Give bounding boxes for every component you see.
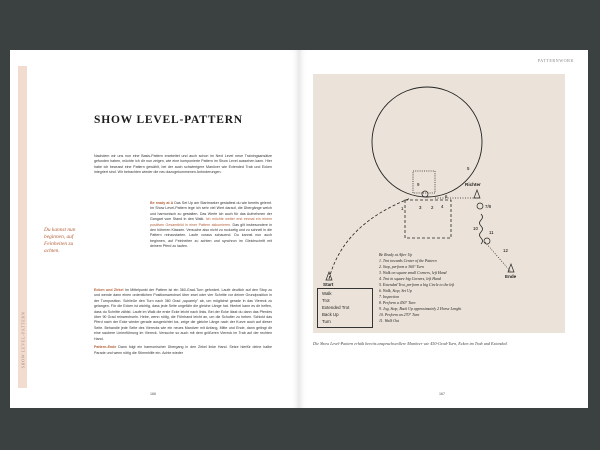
step-item: 6. Walk, Stop, Set Up (379, 289, 412, 293)
step-item: 9. Jog, Stop, Back Up approximately 2 Horse Lenght (379, 307, 462, 311)
marker-label: 10 (473, 226, 478, 231)
paragraph-ready: Be ready at A Das Set Up am Startmarker gestaltest du wie bereits gelernt. Im Show Level-Pattern lege ich sehr viel Wert darauf, die Übergänge weich und harmonisch zu gestalten. Das Werfe ich auch für das Aufnehmen der Gangart vom Stand in den Walk. Ich möchte weiter erst einmal ein einem positiven Gesamtbild in einer Pattern akkumieren. Das gilt insbesondere in den höheren Klassen. Versuche also nicht zu ruckartig und zu schnell in die Pattern reinzustarten. Laufe voraus schauend. Du kannst nun auch beginnen, auf Feinheiten zu achten und synchron im Gleichschritt mit deinem Pferd zu laufen. (150, 201, 273, 249)
legend-turn: Turn (322, 319, 331, 324)
step-item: 5. Extended Trot, perform a big Circle to the left (379, 283, 455, 287)
step-item: 1. Trot towards Center of the Pattern (379, 259, 437, 263)
cone-icon (474, 190, 480, 198)
turn-icon (422, 191, 428, 197)
legend-walk: Walk (322, 291, 332, 296)
exit-path (485, 242, 511, 272)
body-text-column (94, 154, 272, 179)
right-page (299, 50, 588, 408)
paragraph-ende: Pattern-Ende Dann folgt ein harmonischer Übergang in den Zirkel linke Hand. Setze hierfür deine halbe Parade und wenn nötig die Stimmhilfe ein. Achte wieder (94, 345, 272, 355)
marker-label: 1 (401, 206, 404, 211)
judge-label: Richter (465, 182, 481, 187)
intro-paragraph: Nachdem wir uns nun eine Basis-Pattern erarbeitet und auch schon im Next Level neue Trainingsansätze gefunden haben, möchte ich dir nun zeigen, wie eine komponierte Pattern im Show Level aussehen kann. Hier habe ich bewusst eine Pattern gewählt, bei der auch schwierigere Manöver wie Extended Trab und Ecken integriert sind. Wir betrachten wieder die neu dazugekommenen Anforderungen. (94, 154, 272, 175)
step-item: 11. Walk Out (379, 319, 399, 323)
marker-label: 7/8 (485, 204, 492, 209)
turn-icon (477, 203, 483, 209)
page-number-right: 167 (439, 392, 445, 396)
spine-label: SHOW LEVEL-PATTERN (20, 311, 25, 369)
backup-path (480, 214, 483, 244)
marker-label: 5 (467, 166, 470, 171)
start-label: Start (323, 282, 334, 287)
paragraph-ecken: Ecken und Zirkel Im Mittelpunkt der Pattern ist ein 360-Grad-Turn gefordert. Laufe deutlich auf den Stop zu und wende dann einen ordentlichen Positionswechsel über zwei oder vier Schritte vor deiner Grundposition in der Turnposition. Schließe den Turn nach 360 Grad „squarely" ab, um möglichst gerade in das Viereck zu gelangen. Für die Ecken ist wichtig, dass jede Seite ungefähr die gleiche Länge hat. Hierbei kann es dir helfen, dass du Schritte zählst. Laufe im Walk die erste Ecke leicht nach links. Bei der Ecke lässt du dann das Pferdes über 90 Grad reinwechseln. Hebe, wenn nötig, die Führhand leicht an, um die Schulter zu heben. Schickt das Pferd nach der Ecke wieder gerade ausgerichtet los, zeige die gleiche Länge nach der Kurve auch auf dieser Seite. Behandle jede Seite des Vierecks wie ein neues Manöver mit Anfang, Mitte und Ende, dann gelingt dir eine saubere Linienführung im Viereck. Versuche so auch mit dem größeren Viereck im Trab auf der rechten Hand. (94, 288, 272, 341)
marker-label: 2 (431, 205, 434, 210)
big-circle-path (372, 87, 482, 197)
figure-caption: Die Show Level-Pattern erhält bereits anspruchsvollere Manöver wie 450-Grad-Turn, Ecken im Trab und Extended. (313, 341, 508, 346)
marker-label: 6 (445, 194, 448, 199)
step-item: 4. Trot in square big Corners, left Hand (379, 277, 441, 281)
body-text-column-2 (150, 201, 272, 253)
legend-extended-trot: Extended Trot (322, 305, 350, 310)
cone-icon (508, 264, 514, 272)
page-number-left: 166 (150, 392, 156, 396)
end-label: Ende (505, 274, 517, 279)
paragraph-lead: Be ready at A (150, 201, 174, 205)
marker-label: 4 (441, 204, 444, 209)
legend-box (317, 288, 373, 328)
big-square-path (405, 200, 451, 238)
step-item: 3. Walk on square small Corners, left Hand (379, 271, 447, 275)
step-item: 10. Perform an 270° Turn (379, 313, 420, 317)
page-title: SHOW LEVEL-PATTERN (94, 114, 243, 126)
pull-quote: Du kannst nun beginnen, auf Feinheiten zu achten. (44, 227, 76, 254)
pattern-diagram (313, 74, 565, 333)
marker-label: 9 (417, 182, 420, 187)
steps-list (379, 252, 479, 324)
legend-backup: Back Up (322, 312, 339, 317)
step-item: 2. Stop, perform a 360° Turn (379, 265, 424, 269)
step-item: 8. Perform a 450° Turn (379, 301, 416, 305)
step-item: 7. Inspection (379, 295, 400, 299)
turn-icon (484, 238, 490, 244)
left-page (10, 50, 299, 408)
legend-trot: Trot (322, 298, 330, 303)
step-item: Be Ready at After Up (379, 253, 413, 257)
body-text-column-3 (94, 288, 272, 360)
running-header: PATTERNWORK (537, 58, 574, 63)
book-spread (10, 50, 588, 408)
marker-label: 11 (489, 230, 494, 235)
marker-label: 3 (419, 205, 422, 210)
marker-label: 12 (503, 248, 508, 253)
highlight-text: Ich möchte weiter erst einmal ein einem positiven Gesamtbild in einer Pattern akkumieren. (150, 217, 272, 227)
